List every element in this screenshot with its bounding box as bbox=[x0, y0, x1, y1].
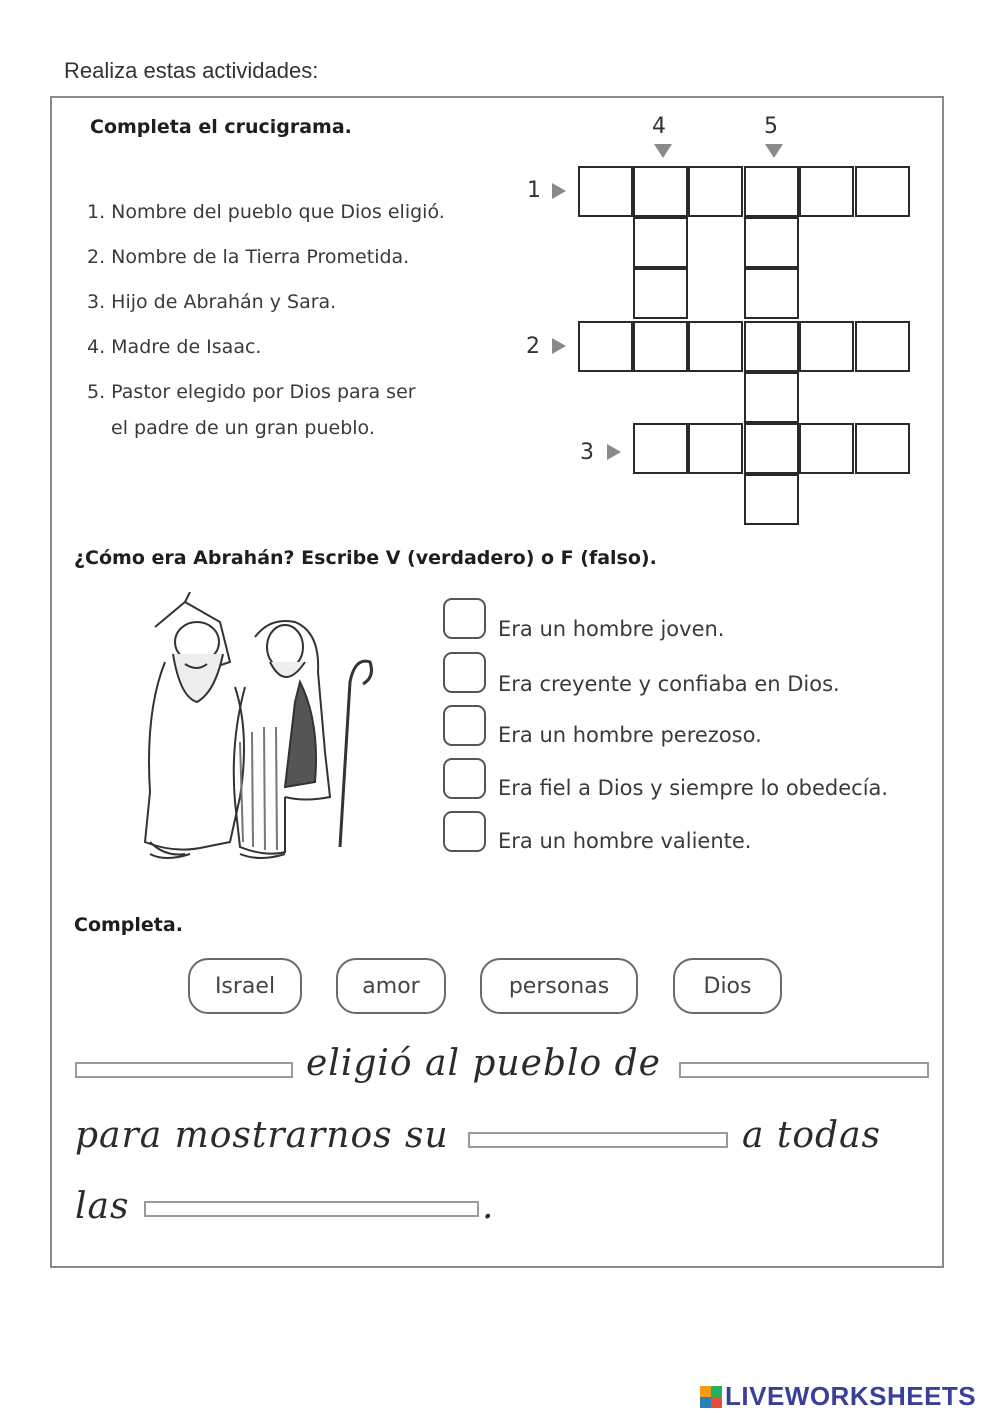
instructions-title: Realiza estas actividades: bbox=[64, 58, 319, 83]
logo-text: LIVEWORKSHEETS bbox=[725, 1381, 977, 1411]
crossword-cell[interactable] bbox=[744, 474, 799, 525]
answer-box[interactable] bbox=[443, 652, 486, 693]
arrow-right-icon bbox=[552, 338, 566, 354]
crossword-cell[interactable] bbox=[799, 423, 854, 474]
crossword-cell[interactable] bbox=[744, 166, 799, 217]
fill-blank-input[interactable] bbox=[144, 1201, 479, 1217]
arrow-right-icon bbox=[552, 183, 566, 199]
crossword-cell[interactable] bbox=[633, 166, 688, 217]
statement: Era creyente y confiaba en Dios. bbox=[498, 672, 840, 696]
fill-blank-input[interactable] bbox=[75, 1062, 293, 1078]
crossword-clue: 3. Hijo de Abrahán y Sara. bbox=[87, 291, 337, 313]
crossword-cell[interactable] bbox=[633, 321, 688, 372]
arrow-down-icon bbox=[654, 144, 672, 158]
crossword-cell[interactable] bbox=[855, 166, 910, 217]
crossword-cell[interactable] bbox=[578, 166, 633, 217]
crossword-cell[interactable] bbox=[688, 321, 743, 372]
answer-box[interactable] bbox=[443, 811, 486, 852]
word-chip[interactable]: Dios bbox=[673, 958, 782, 1014]
crossword-clue: 5. Pastor elegido por Dios para ser bbox=[87, 381, 416, 403]
crossword-cell[interactable] bbox=[688, 166, 743, 217]
crossword-number-2: 2 bbox=[526, 334, 540, 359]
logo-icon bbox=[700, 1386, 722, 1408]
crossword-number-1: 1 bbox=[527, 178, 541, 203]
answer-box[interactable] bbox=[443, 598, 486, 639]
crossword-cell[interactable] bbox=[744, 372, 799, 423]
answer-box[interactable] bbox=[443, 705, 486, 746]
crossword-clue: el padre de un gran pueblo. bbox=[111, 417, 375, 439]
crossword-cell[interactable] bbox=[855, 321, 910, 372]
fill-blank-input[interactable] bbox=[468, 1132, 728, 1148]
answer-box[interactable] bbox=[443, 758, 486, 799]
truefalse-heading: ¿Cómo era Abrahán? Escribe V (verdadero) o F (falso). bbox=[74, 547, 657, 569]
crossword-clue: 2. Nombre de la Tierra Prometida. bbox=[87, 246, 410, 268]
statement: Era un hombre perezoso. bbox=[498, 723, 762, 747]
arrow-down-icon bbox=[765, 144, 783, 158]
sentence-period: . bbox=[482, 1186, 495, 1227]
crossword-cell[interactable] bbox=[744, 321, 799, 372]
sentence-text: las bbox=[75, 1186, 130, 1227]
sentence-text: eligió al pueblo de bbox=[306, 1043, 661, 1084]
crossword-cell[interactable] bbox=[744, 423, 799, 474]
crossword-cell[interactable] bbox=[744, 217, 799, 268]
crossword-cell[interactable] bbox=[799, 166, 854, 217]
crossword-heading: Completa el crucigrama. bbox=[90, 116, 352, 138]
crossword-cell[interactable] bbox=[633, 268, 688, 319]
fill-blank-input[interactable] bbox=[679, 1062, 929, 1078]
sentence-text: para mostrarnos su bbox=[75, 1115, 449, 1156]
complete-heading: Completa. bbox=[74, 914, 183, 936]
crossword-cell[interactable] bbox=[799, 321, 854, 372]
crossword-cell[interactable] bbox=[744, 268, 799, 319]
crossword-cell[interactable] bbox=[855, 423, 910, 474]
arrow-right-icon bbox=[607, 444, 621, 460]
word-chip[interactable]: Israel bbox=[188, 958, 302, 1014]
crossword-cell[interactable] bbox=[688, 423, 743, 474]
crossword-clue: 1. Nombre del pueblo que Dios eligió. bbox=[87, 201, 445, 223]
crossword-number-3: 3 bbox=[580, 440, 594, 465]
crossword-cell[interactable] bbox=[633, 423, 688, 474]
crossword-cell[interactable] bbox=[633, 217, 688, 268]
abraham-illustration bbox=[135, 592, 375, 867]
statement: Era fiel a Dios y siempre lo obedecía. bbox=[498, 776, 889, 800]
statement: Era un hombre joven. bbox=[498, 617, 725, 641]
liveworksheets-logo bbox=[700, 1381, 976, 1412]
word-chip[interactable]: personas bbox=[480, 958, 638, 1014]
word-chip[interactable]: amor bbox=[336, 958, 446, 1014]
crossword-number-4: 4 bbox=[652, 114, 666, 139]
crossword-number-5: 5 bbox=[764, 114, 778, 139]
statement: Era un hombre valiente. bbox=[498, 829, 752, 853]
crossword-cell[interactable] bbox=[578, 321, 633, 372]
crossword-clue: 4. Madre de Isaac. bbox=[87, 336, 262, 358]
sentence-text: a todas bbox=[742, 1115, 882, 1156]
